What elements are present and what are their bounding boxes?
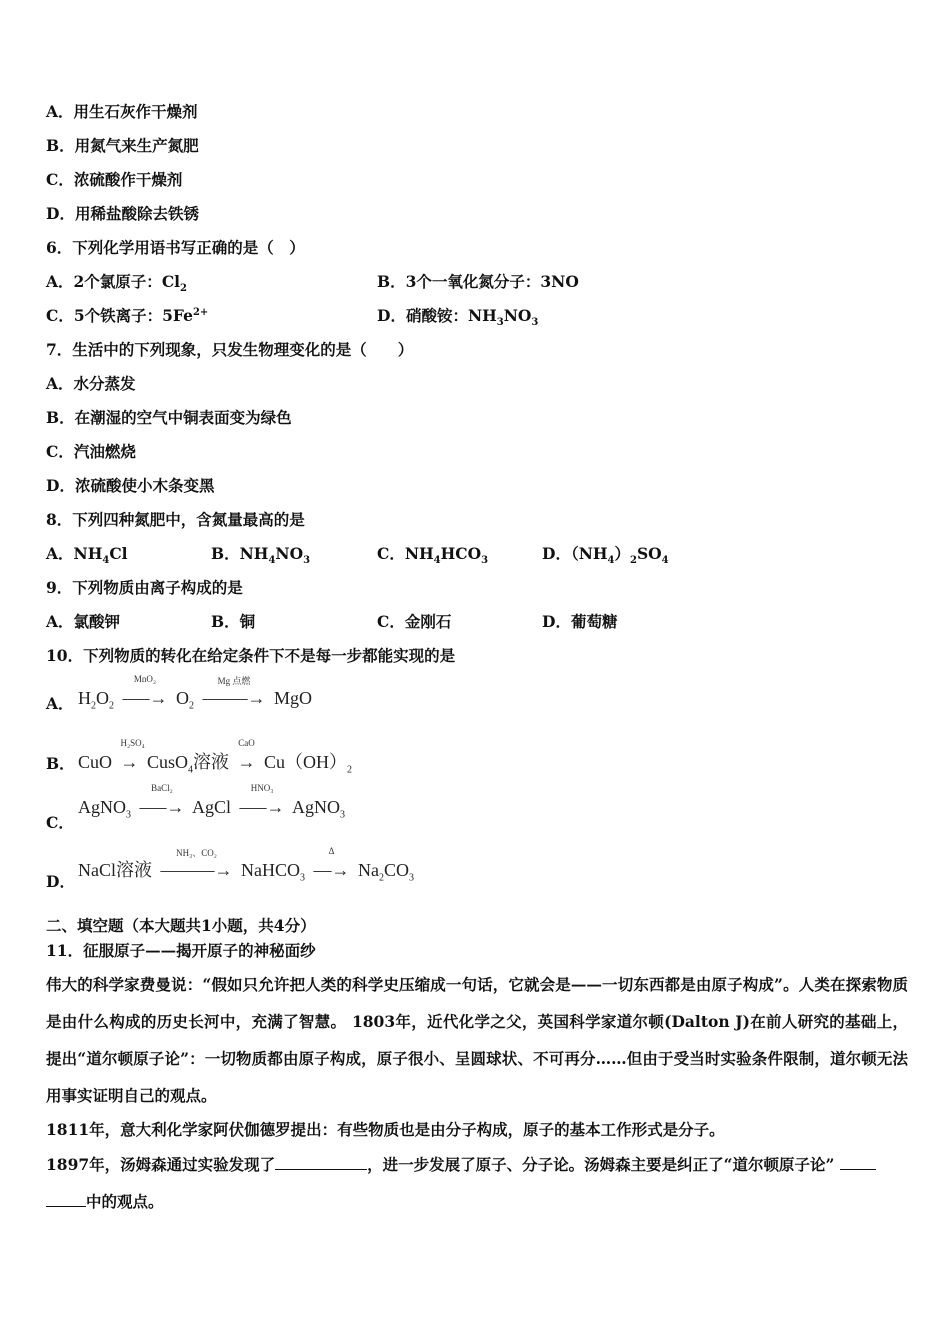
q6-stem: 6．下列化学用语书写正确的是（ ） [46, 238, 305, 257]
fill-blank-1[interactable] [275, 1153, 367, 1170]
q9-option-c: C．金刚石 [377, 612, 452, 631]
reaction-arrow-icon: MnO₂ –––→ [122, 674, 168, 708]
q9-stem: 9．下列物质由离子构成的是 [46, 578, 243, 597]
q7-option-d: D．浓硫酸使小木条变黑 [46, 476, 215, 495]
q11-paragraph-2: 1811年，意大利化学家阿伏伽德罗提出：有些物质也是由分子构成，原子的基本工作形式是分子。 [46, 1120, 725, 1139]
q8-option-a: A．$NH_4Cl$ [46, 544, 128, 567]
q11-paragraph-3: 1897年，汤姆森通过实验发现了 ，进一步发展了原子、分子论。汤姆森主要是纠正了“道尔顿原子论” 中的观点。 [46, 1146, 908, 1220]
reaction-arrow-icon: H₂SO₄ → [120, 738, 145, 772]
q5-option-c: C．浓硫酸作干燥剂 [46, 170, 183, 189]
fill-blank-2[interactable] [840, 1153, 876, 1170]
q10-label-b: B． [46, 754, 75, 773]
q6-option-b: B．3个一氧化氮分子：3NO [377, 272, 579, 291]
q7-stem: 7．生活中的下列现象，只发生物理变化的是（ ） [46, 340, 414, 359]
reaction-arrow-icon: CaO → [237, 738, 256, 772]
q8-option-b: B．$NH_4NO_3$ [211, 544, 311, 567]
q8-option-d: D．$(NH_4)_2SO_4$ [542, 544, 669, 567]
q10-formula-d: NaCl溶液 NH₃、CO₂ ––––––→ NaHCO$_3$ Δ ––→ $Na_2CO_3$ [78, 846, 415, 884]
reaction-arrow-icon: Δ ––→ [313, 846, 350, 880]
q10-label-c: C． [46, 813, 74, 832]
q11-paragraph-1: 伟大的科学家费曼说：“假如只允许把人类的科学史压缩成一句话，它就会是——一切东西都是由原子构成”。人类在探索物质是由什么构成的历史长河中，充满了智慧。 1803年，近代化学之父，英国科学家道尔顿(Dalton J)在前人研究的基础上，提出“道尔顿原子论”：一切物质都由原子构成，原子很小、呈圆球状、不可再分……但由于受当时实验条件限制，道尔顿无法用事实证明自己的观点。 [46, 975, 908, 1105]
q8-option-c: C．$NH_4HCO_3$ [377, 544, 489, 567]
q10-formula-c: AgNO$_3$ BaCl₂ –––→ AgCl HNO₃ –––→ AgNO$_3$ [78, 783, 346, 821]
fill-blank-2-continued[interactable] [46, 1190, 86, 1207]
reaction-arrow-icon: BaCl₂ –––→ [139, 783, 185, 817]
q5-option-d: D．用稀盐酸除去铁锈 [46, 204, 199, 223]
q6-option-c: C．5个铁离子：$5Fe^{2+}$ [46, 306, 209, 325]
reaction-arrow-icon: NH₃、CO₂ ––––––→ [160, 848, 233, 880]
q5-option-b: B．用氮气来生产氮肥 [46, 136, 199, 155]
q5-option-a: A．用生石灰作干燥剂 [46, 102, 198, 121]
q10-label-d: D． [46, 872, 75, 891]
section-heading: 二、填空题（本大题共1小题，共4分） [46, 916, 316, 935]
q10-label-a: A． [46, 694, 74, 713]
q7-option-c: C．汽油燃烧 [46, 442, 136, 461]
q6-option-a: A．2个氯原子：$Cl_2$ [46, 272, 188, 295]
reaction-arrow-icon: HNO₃ –––→ [239, 783, 285, 817]
q10-formula-a: $H_2O_2$ MnO₂ –––→ $O_2$ Mg 点燃 –––––→ MgO [78, 674, 313, 712]
q9-option-a: A．氯酸钾 [46, 612, 121, 631]
q6-option-d: D．硝酸铵：$NH_3NO_3$ [377, 306, 539, 329]
q9-option-b: B．铜 [211, 612, 256, 631]
q7-option-b: B．在潮湿的空气中铜表面变为绿色 [46, 408, 292, 427]
q7-option-a: A．水分蒸发 [46, 374, 136, 393]
q9-option-d: D．葡萄糖 [542, 612, 618, 631]
q10-formula-b: CuO H₂SO₄ → CusO$_4$溶液 CaO → $Cu(OH)_2$ [78, 738, 353, 776]
reaction-arrow-icon: Mg 点燃 –––––→ [202, 676, 266, 708]
q11-title: 11．征服原子——揭开原子的神秘面纱 [46, 941, 316, 960]
q8-stem: 8．下列四种氮肥中，含氮量最高的是 [46, 510, 305, 529]
q10-stem: 10．下列物质的转化在给定条件下不是每一步都能实现的是 [46, 646, 456, 665]
